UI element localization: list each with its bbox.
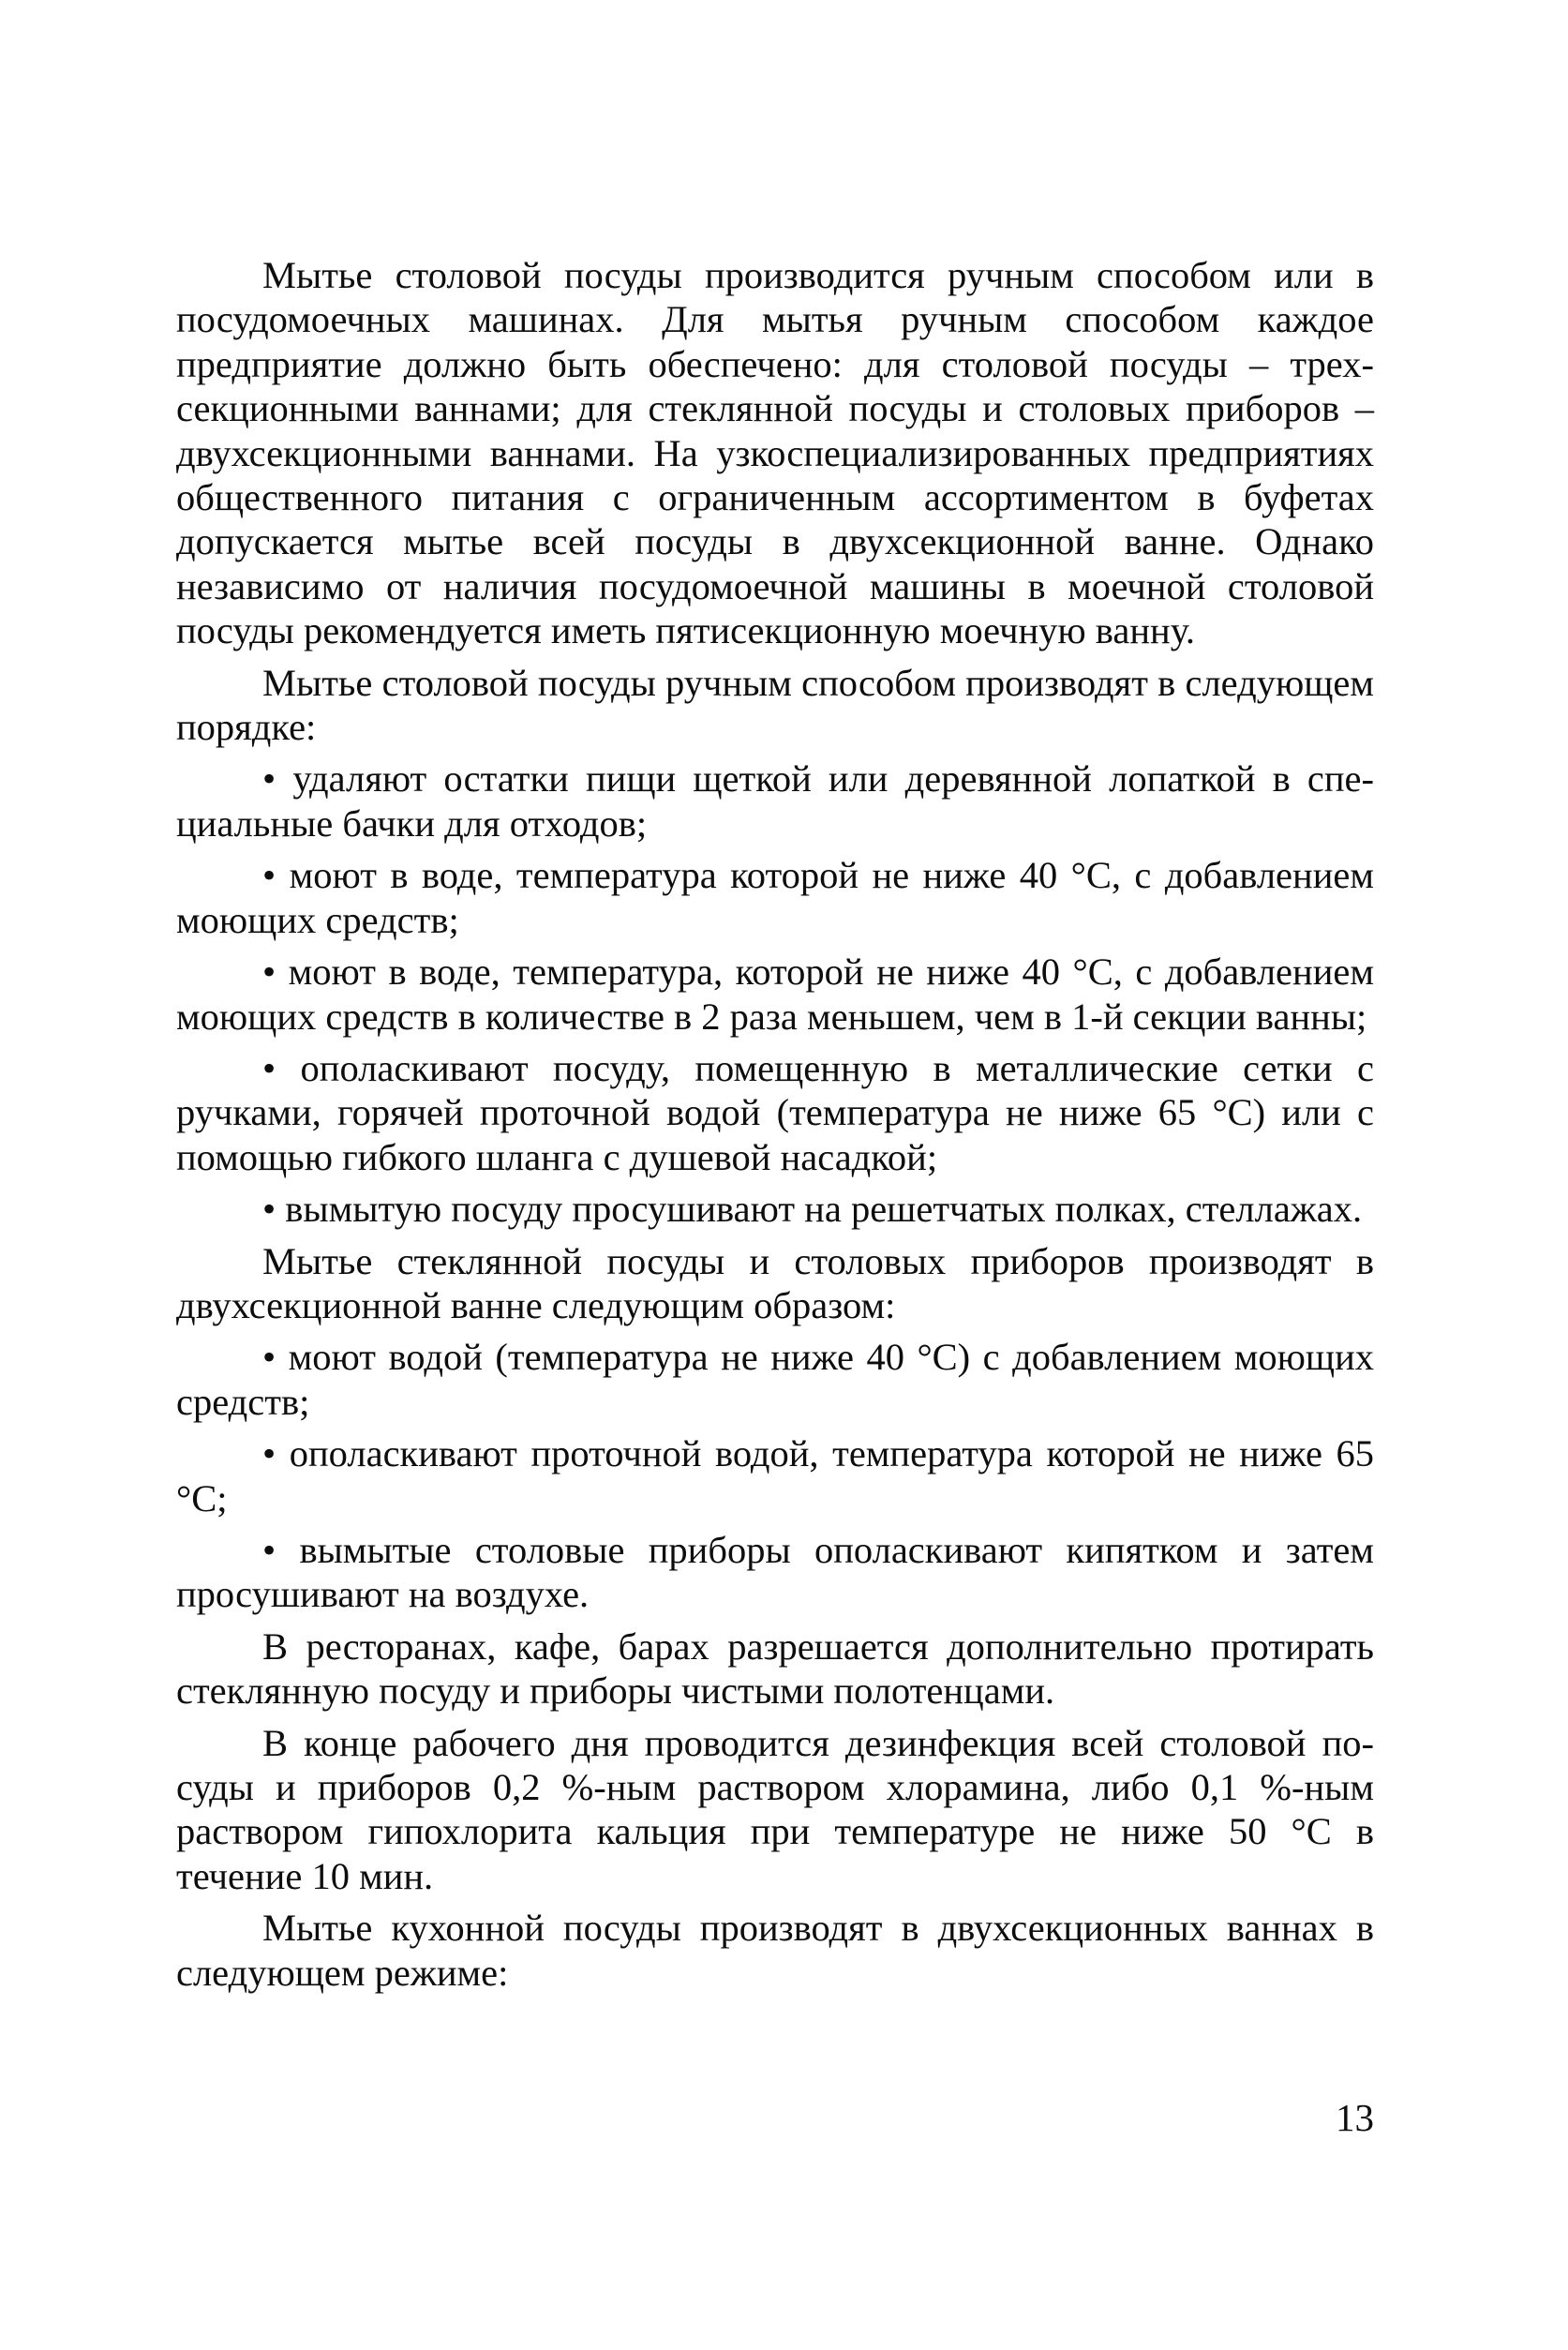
list-item: • вымытую посуду просушивают на решетчатых полках, стеллажах. [262,1188,1363,1231]
paragraph-kitchenware: Мытье кухонной посуды производят в двухсекционных ваннах в следующем режиме: [176,1907,1374,1994]
list-item: • моют в воде, температура, которой не ниже 40 °С, с добавлением моющих средств в количестве в 2 раза меньшем, чем в 1-й секции ванны; [176,950,1374,1038]
paragraph-restaurants: В ресторанах, кафе, барах разрешается дополнительно протирать стеклянную посуду и приборы чистыми полотенцами. [176,1624,1374,1713]
paragraph-glassware: Мытье стеклянной посуды и столовых приборов производят в двухсекционной ванне следующим образом: [176,1239,1374,1326]
paragraph-intro: Мытье столовой посуды производится ручным способом или в посудомоечных машинах. Для мытья ручным способом каждое предприятие должно быть обеспечено: для столовой посуды – трехсекционными ваннами; для стеклянной посуды и столовых приборов – двухсекционными ваннами. На узкоспециализированных предприятиях общественного питания с ограниченным ассортиментом в буфетах допускается мытье всей посуды в двухсекционной ванне. Однако независимо от наличия посудомоечной машины в моечной столовой посуды рекомендуется иметь пятисекционную моечную ванну. [176,254,1374,652]
paragraph-manual-order: Мытье столовой посуды ручным способом производят в следующем порядке: [176,661,1374,749]
list-item: • ополаскивают проточной водой, температура которой не ниже 65 °С; [176,1432,1374,1519]
body-text [176,253,1374,2002]
paragraph-disinfection: В конце рабочего дня проводится дезинфекция всей столовой посуды и приборов 0,2 %-ным раствором хлорамина, либо 0,1 %-ным раствором гипохлорита кальция при температуре не ниже 50 °С в течение 10 мин. [176,1721,1374,1897]
list-item: • моют водой (температура не ниже 40 °С) с добавлением моющих средств; [176,1336,1374,1423]
list-item: • вымытые столовые приборы ополаскивают кипятком и затем просушивают на воздухе. [176,1528,1374,1616]
list-item: • удаляют остатки пищи щеткой или деревянной лопаткой в специальные бачки для отходов; [176,757,1374,845]
list-item: • ополаскивают посуду, помещенную в металлические сетки с ручками, горячей проточной водой (температура не ниже 65 °С) или с помощью гибкого шланга с душевой насадкой; [176,1046,1374,1178]
page-number: 13 [1336,2096,1374,2139]
list-item: • моют в воде, температура которой не ниже 40 °С, с добавлением моющих средств; [176,854,1374,941]
